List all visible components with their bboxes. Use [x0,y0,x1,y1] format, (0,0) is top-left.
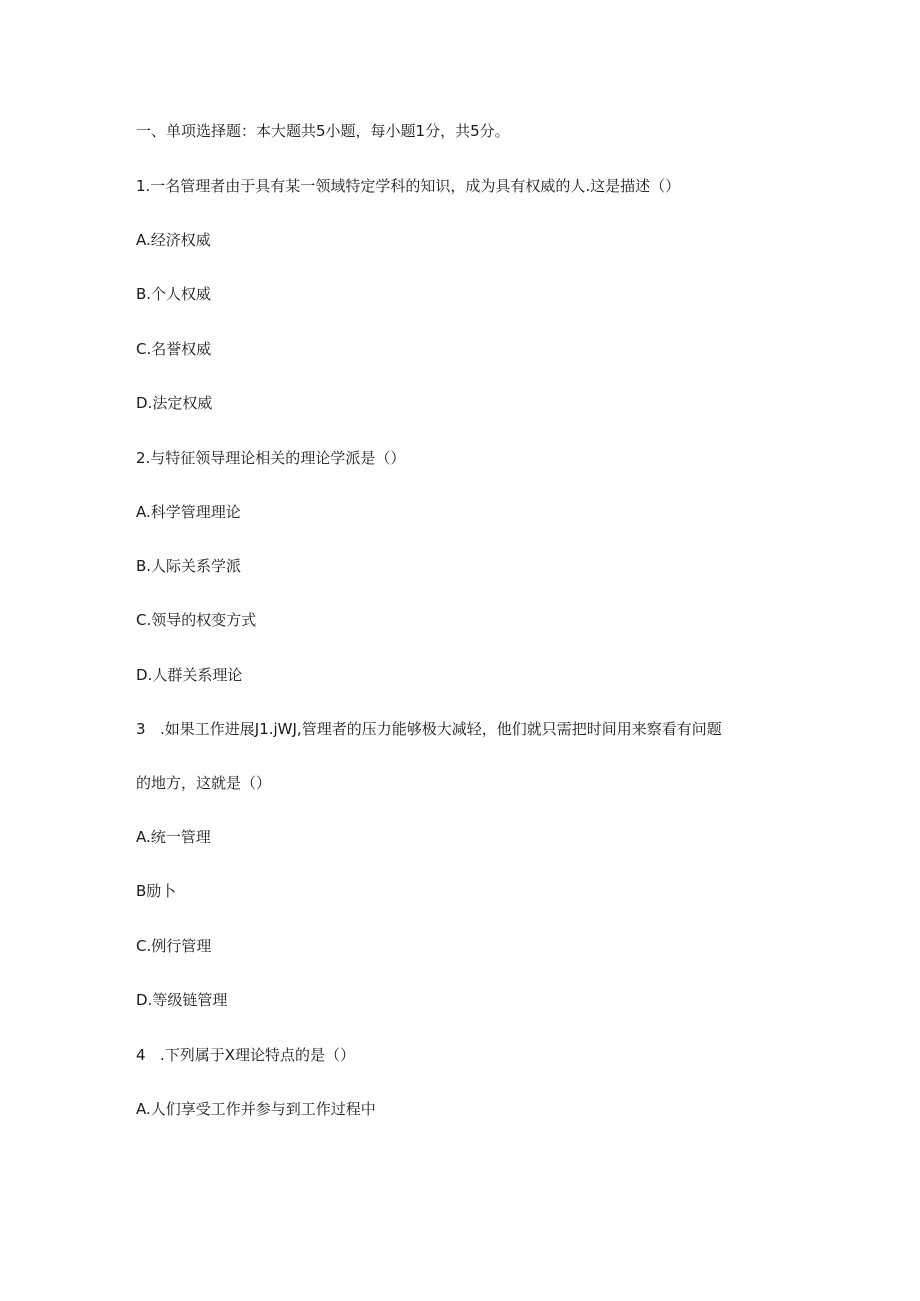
question-4-option-a: A.人们享受工作并参与到工作过程中 [136,1100,376,1118]
question-3-stem-line-1 [136,719,722,739]
question-2-stem: 2.与特征领导理论相关的理论学派是（） [136,449,406,467]
question-1-option-b: B.个人权威 [136,285,212,303]
question-3-stem-text: .如果工作进展J1.jWJ,管理者的压力能够极大减轻，他们就只需把时间用来察看有问题 [160,720,722,738]
question-3-option-a: A.统一管理 [136,828,211,846]
question-3-option-d: D.等级链管理 [136,991,228,1009]
question-1-option-a: A.经济权威 [136,231,211,249]
question-4-stem-text: .下列属于X理论特点的是（） [160,1046,356,1064]
question-2-option-b: B.人际关系学派 [136,557,242,575]
question-2-option-d: D.人群关系理论 [136,666,243,684]
question-3-option-b: B励卜 [136,882,177,900]
question-4-number: 4 [136,1046,146,1064]
question-3-stem-line-2: 的地方，这就是（） [136,774,272,792]
question-3-option-c: C.例行管理 [136,937,212,955]
question-3-number: 3 [136,720,146,738]
question-1-option-c: C.名誉权威 [136,340,212,358]
question-1-option-d: D.法定权威 [136,394,213,412]
question-1-stem: 1.一名管理者由于具有某一领域特定学科的知识，成为具有权威的人.这是描述（） [136,177,681,195]
question-2-option-a: A.科学管理理论 [136,503,241,521]
question-2-option-c: C.领导的权变方式 [136,611,257,629]
section-header: 一、单项选择题：本大题共5小题，每小题1分，共5分。 [136,122,510,140]
question-4-stem [136,1045,355,1065]
